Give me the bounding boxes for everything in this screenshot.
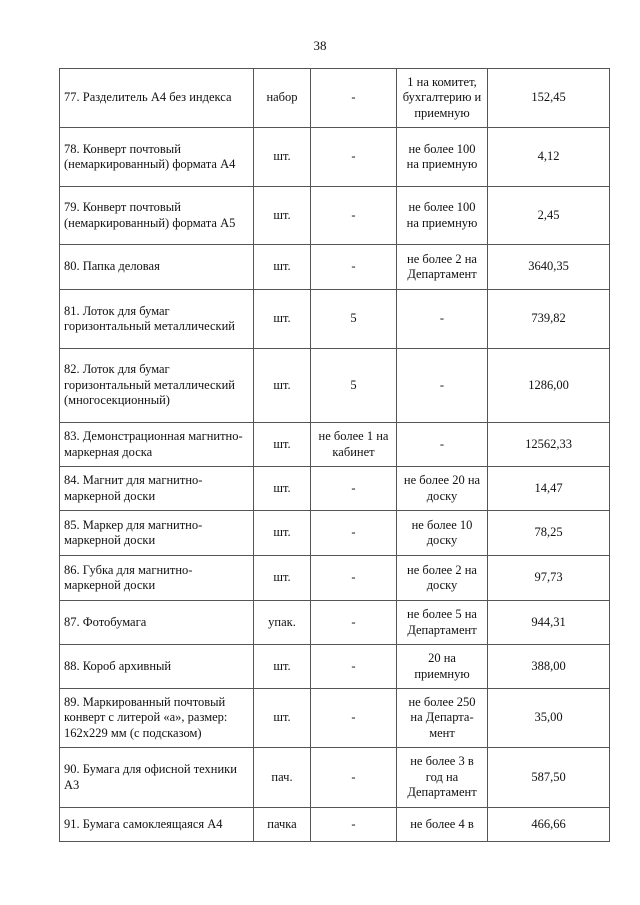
item-quantity: -: [311, 645, 397, 689]
item-price: 3640,35: [488, 245, 610, 290]
table-row: [60, 69, 610, 128]
item-name: 85. Маркер для магнитно-маркерной доски: [60, 511, 254, 556]
item-unit: шт.: [254, 187, 311, 245]
page-number: 38: [313, 38, 327, 53]
item-price: 944,31: [488, 601, 610, 645]
table-row: [60, 689, 610, 748]
item-name: 86. Губка для магнитно-маркерной доски: [60, 556, 254, 601]
item-unit: шт.: [254, 128, 311, 187]
table-row: [60, 645, 610, 689]
table-row: [60, 290, 610, 349]
item-price: 97,73: [488, 556, 610, 601]
item-price: 152,45: [488, 69, 610, 128]
item-name: 80. Папка деловая: [60, 245, 254, 290]
item-price: 14,47: [488, 467, 610, 511]
item-norm: не более 100 на приемную: [397, 128, 488, 187]
item-quantity: -: [311, 69, 397, 128]
item-unit: пач.: [254, 748, 311, 808]
item-price: 587,50: [488, 748, 610, 808]
item-name: 89. Маркированный почтовый конверт с литерой «а», размер: 162х229 мм (с подсказом): [60, 689, 254, 748]
item-unit: шт.: [254, 245, 311, 290]
item-norm: -: [397, 290, 488, 349]
item-unit: пачка: [254, 808, 311, 842]
item-norm: 1 на комитет, бухгалтерию и приемную: [397, 69, 488, 128]
table-row: [60, 187, 610, 245]
item-quantity: -: [311, 556, 397, 601]
item-unit: шт.: [254, 423, 311, 467]
table-row: [60, 467, 610, 511]
item-unit: набор: [254, 69, 311, 128]
item-unit: шт.: [254, 290, 311, 349]
item-norm: не более 5 на Департамент: [397, 601, 488, 645]
item-name: 81. Лоток для бумаг горизонтальный металлический: [60, 290, 254, 349]
item-quantity: -: [311, 601, 397, 645]
table-row: [60, 245, 610, 290]
item-norm: -: [397, 349, 488, 423]
item-norm: не более 2 на доску: [397, 556, 488, 601]
item-norm: -: [397, 423, 488, 467]
item-quantity: не более 1 на кабинет: [311, 423, 397, 467]
item-unit: шт.: [254, 556, 311, 601]
item-name: 82. Лоток для бумаг горизонтальный металлический (многосекционный): [60, 349, 254, 423]
item-price: 739,82: [488, 290, 610, 349]
table-row: [60, 808, 610, 842]
item-name: 88. Короб архивный: [60, 645, 254, 689]
item-norm: не более 250 на Департа-мент: [397, 689, 488, 748]
item-unit: шт.: [254, 689, 311, 748]
item-quantity: -: [311, 511, 397, 556]
item-norm: 20 на приемную: [397, 645, 488, 689]
item-price: 78,25: [488, 511, 610, 556]
item-quantity: 5: [311, 290, 397, 349]
item-name: 90. Бумага для офисной техники А3: [60, 748, 254, 808]
item-unit: шт.: [254, 467, 311, 511]
item-quantity: -: [311, 245, 397, 290]
item-name: 78. Конверт почтовый (немаркированный) формата А4: [60, 128, 254, 187]
table-row: [60, 511, 610, 556]
table-row: [60, 128, 610, 187]
item-price: 388,00: [488, 645, 610, 689]
item-name: 83. Демонстрационная магнитно-маркерная доска: [60, 423, 254, 467]
item-quantity: -: [311, 128, 397, 187]
item-price: 12562,33: [488, 423, 610, 467]
supplies-table: [59, 68, 610, 842]
item-quantity: -: [311, 187, 397, 245]
item-name: 79. Конверт почтовый (немаркированный) формата А5: [60, 187, 254, 245]
item-norm: не более 3 в год на Департамент: [397, 748, 488, 808]
item-norm: не более 100 на приемную: [397, 187, 488, 245]
item-quantity: -: [311, 748, 397, 808]
item-norm: не более 4 в: [397, 808, 488, 842]
table-row: [60, 349, 610, 423]
item-norm: не более 10 доску: [397, 511, 488, 556]
item-quantity: -: [311, 808, 397, 842]
item-quantity: -: [311, 689, 397, 748]
item-price: 35,00: [488, 689, 610, 748]
table-row: [60, 748, 610, 808]
item-quantity: 5: [311, 349, 397, 423]
item-name: 84. Магнит для магнитно-маркерной доски: [60, 467, 254, 511]
item-norm: не более 20 на доску: [397, 467, 488, 511]
item-price: 1286,00: [488, 349, 610, 423]
table-row: [60, 423, 610, 467]
table-row: [60, 601, 610, 645]
item-unit: шт.: [254, 349, 311, 423]
item-price: 466,66: [488, 808, 610, 842]
table-row: [60, 556, 610, 601]
item-name: 87. Фотобумага: [60, 601, 254, 645]
item-quantity: -: [311, 467, 397, 511]
item-unit: шт.: [254, 645, 311, 689]
item-unit: шт.: [254, 511, 311, 556]
item-price: 4,12: [488, 128, 610, 187]
item-norm: не более 2 на Департамент: [397, 245, 488, 290]
item-price: 2,45: [488, 187, 610, 245]
item-unit: упак.: [254, 601, 311, 645]
item-name: 91. Бумага самоклеящаяся А4: [60, 808, 254, 842]
item-name: 77. Разделитель А4 без индекса: [60, 69, 254, 128]
